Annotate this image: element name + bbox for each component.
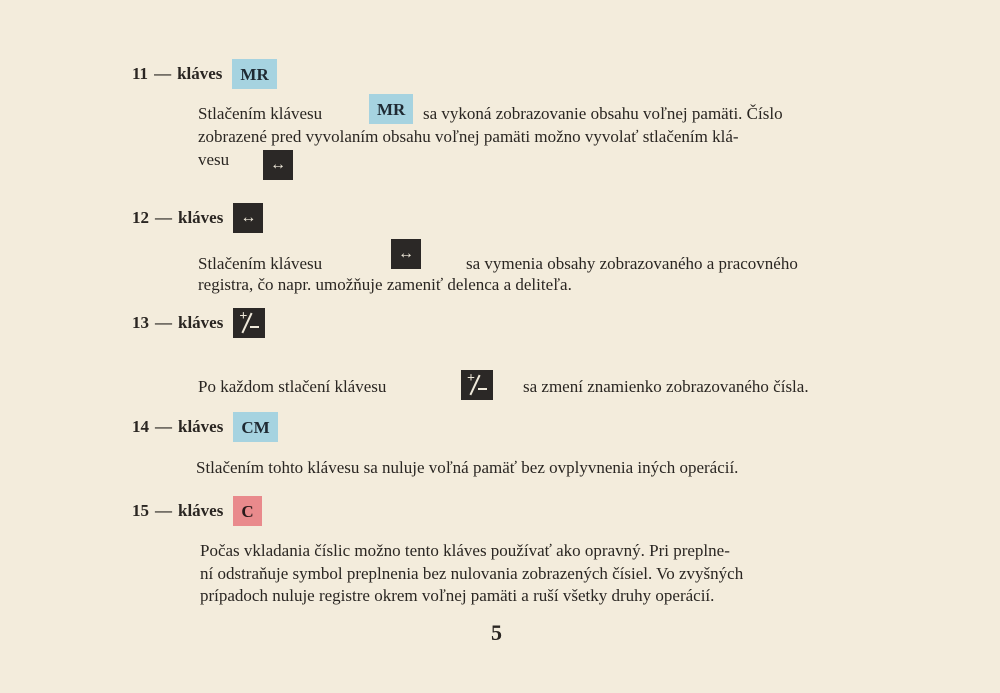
item-12-line-2: registra, čo napr. umožňuje zameniť delenca a deliteľa. — [198, 275, 572, 294]
dash: — — [155, 313, 172, 332]
item-number: 13 — [132, 313, 149, 332]
item-12-line-1b: sa vymenia obsahy zobrazovaného a pracovného — [466, 254, 798, 273]
dash: — — [155, 501, 172, 520]
item-15-line-3: prípadoch nuluje registre okrem voľnej pamäti a ruší všetky druhy operácií. — [200, 586, 715, 605]
item-11-line-2: zobrazené pred vyvolaním obsahu voľnej pamäti možno vyvolať stlačením klá- — [198, 127, 739, 146]
dash: — — [155, 208, 172, 227]
item-11-line-3: vesu — [198, 150, 230, 169]
page-number: 5 — [491, 620, 502, 645]
item-15-line-1: Počas vkladania čísliс možno tento kláves používať ako opravný. Pri preplne- — [200, 541, 730, 560]
mr-key: MR — [232, 59, 276, 89]
item-number: 12 — [132, 208, 149, 227]
plus-minus-icon: + — [461, 370, 493, 400]
item-13-heading — [132, 306, 265, 340]
dash: — — [154, 64, 172, 83]
item-number: 11 — [132, 64, 149, 83]
swap-arrows-icon: ↔ — [233, 203, 263, 233]
item-15-line-2: ní odstraňuje symbol preplnenia bez nulovania zobrazených čísiel. Vo zvyšných — [200, 564, 744, 583]
cm-key: CM — [233, 412, 277, 442]
item-11-line-1b: sa vykoná zobrazovanie obsahu voľnej pamäti. Číslo — [423, 104, 783, 123]
item-13-line-1b: sa zmení znamienko zobrazovaného čísla. — [523, 377, 809, 396]
item-15-heading — [132, 494, 262, 528]
item-11-line-1a: Stlačením klávesu — [198, 104, 323, 123]
item-14-heading — [132, 410, 278, 444]
item-number: 15 — [132, 501, 149, 520]
item-13-line-1a: Po každom stlačení klávesu — [198, 377, 387, 396]
item-number: 14 — [132, 417, 149, 436]
item-12-line-1a: Stlačením klávesu — [198, 254, 323, 273]
item-11-heading — [132, 57, 277, 91]
item-12-heading — [132, 201, 263, 235]
heading-word: kláves — [177, 64, 223, 83]
swap-arrows-icon: ↔ — [391, 239, 421, 269]
mr-key-inline: MR — [369, 94, 413, 124]
heading-word: kláves — [178, 501, 224, 520]
dash: — — [155, 417, 172, 436]
item-14-line-1: Stlačením tohto klávesu sa nuluje voľná pamäť bez ovplyvnenia iných operácií. — [196, 458, 739, 477]
heading-word: kláves — [178, 313, 224, 332]
c-key: C — [233, 496, 261, 526]
swap-arrows-icon: ↔ — [263, 150, 293, 180]
heading-word: kláves — [178, 208, 224, 227]
plus-minus-icon: + — [233, 308, 265, 338]
heading-word: kláves — [178, 417, 224, 436]
